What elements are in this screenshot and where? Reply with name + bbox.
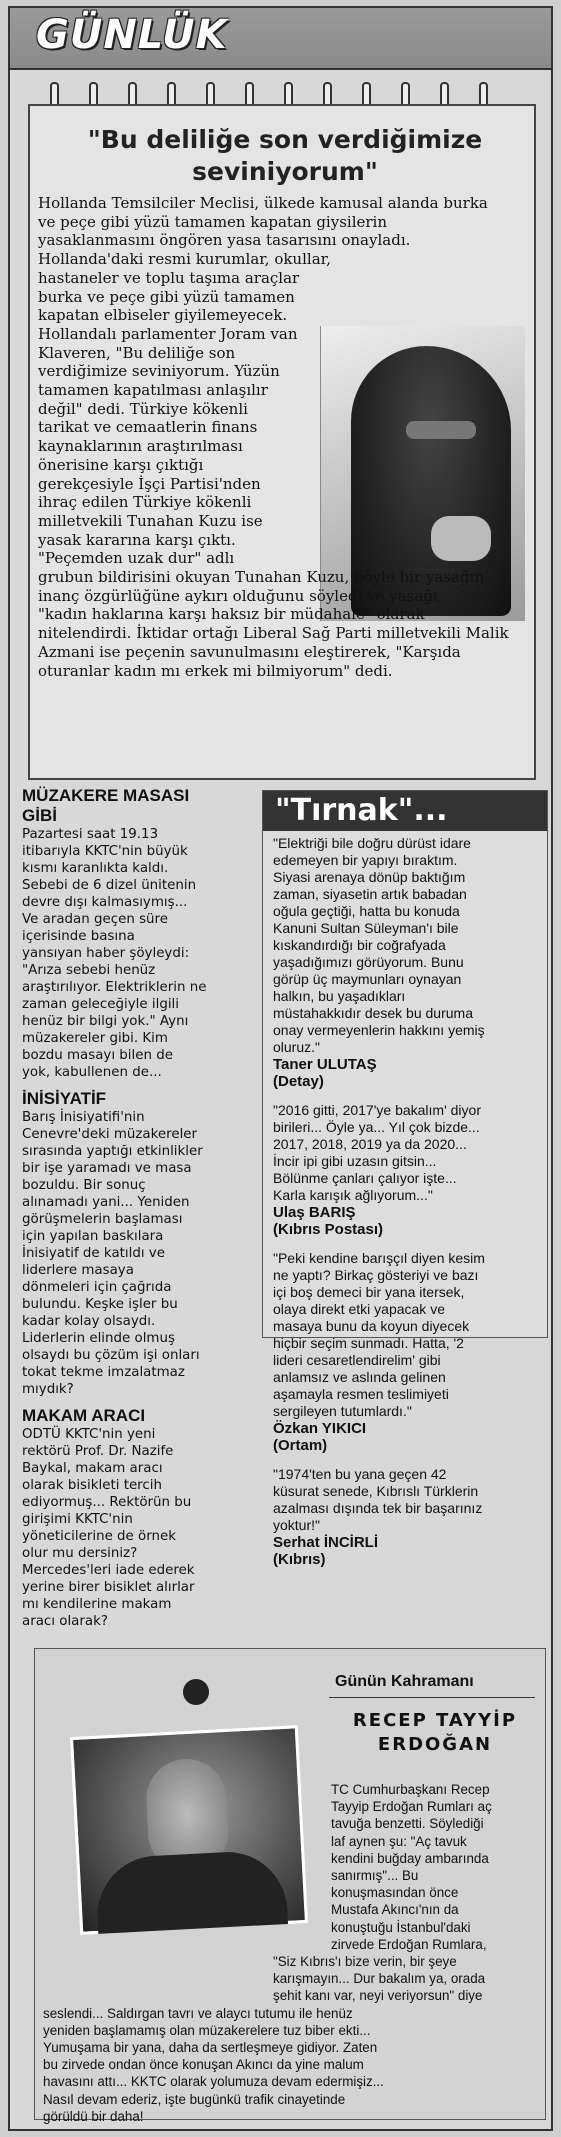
hero-text-line: kendini buğday ambarında bbox=[331, 1850, 489, 1866]
article-line: Hollandalı parlamenter Joram van bbox=[38, 324, 298, 343]
quote-line: Siyasi arenaya dönüp baktığım bbox=[273, 869, 466, 885]
quote-author: Taner ULUTAŞ bbox=[273, 1056, 377, 1073]
side-section-line: içerisinde basına bbox=[22, 929, 135, 944]
hero-text-line: Yumuşama bir yana, daha da sertleşmeye gidiyor. Zaten bbox=[43, 2040, 378, 2056]
quote-line: yaşadığımızı görüyorum. Bunu bbox=[273, 954, 464, 970]
quote-line: sergileyen tutumlardı." bbox=[273, 1403, 412, 1419]
left-column bbox=[22, 786, 252, 1638]
quote-line: ne yaptı? Birkaç gösteriyi ve bazı bbox=[273, 1267, 479, 1283]
side-section-line: Cenevre'deki müzakereler bbox=[22, 1127, 198, 1142]
article-line: kaynaklarının araştırılması bbox=[38, 437, 243, 456]
hero-box bbox=[34, 1648, 546, 2124]
article-line: hastaneler ve toplu taşıma araçlar bbox=[38, 268, 300, 287]
side-section-line: yöneticilerine de örnek bbox=[22, 1529, 176, 1544]
side-section-line: girişimi KKTC'nin bbox=[22, 1512, 133, 1527]
article-line: değil" dedi. Türkiye kökenli bbox=[38, 399, 248, 418]
hero-text-line: seslendi... Saldırgan tavrı ve alaycı tutumu ile henüz bbox=[43, 2005, 353, 2021]
quote-line: oğula geçtiği, hatta bu konuda bbox=[273, 903, 460, 919]
side-section-line: Ve aradan geçen süre bbox=[22, 912, 168, 927]
side-section-line: bozuldu. Bir sonuç bbox=[22, 1178, 146, 1193]
side-section-line: müzakereler gibi. Kim bbox=[22, 1031, 168, 1046]
quote-line: yoktur!" bbox=[273, 1517, 320, 1533]
quote-line: "1974'ten bu yana geçen 42 bbox=[273, 1466, 447, 1482]
quote-line: "Elektriği bile doğru dürüst idare bbox=[273, 835, 471, 851]
side-section-title: MAKAM ARACI bbox=[22, 1406, 146, 1425]
side-section-line: bir işe yaramadı ve masa bbox=[22, 1161, 192, 1176]
quote-block bbox=[273, 1102, 543, 1238]
quote-line: İncir ipi gibi uzasın gitsin... bbox=[273, 1153, 437, 1169]
quote-source: (Ortam) bbox=[273, 1437, 328, 1454]
hero-text-line: karışmayın... Dur bakalım ya, orada bbox=[273, 1971, 486, 1987]
hero-text-line: TC Cumhurbaşkanı Recep bbox=[331, 1782, 490, 1797]
column-header bbox=[10, 8, 551, 70]
side-section-line: yerine birer bisiklet alırlar bbox=[22, 1580, 195, 1595]
quote-source: (Detay) bbox=[273, 1073, 324, 1090]
side-section-line: bozdu masayı bilen de bbox=[22, 1048, 173, 1063]
side-section-line: görüşmelerin başlaması bbox=[22, 1212, 183, 1227]
column-title: GÜNLÜK bbox=[36, 12, 228, 58]
side-section-line: devre dışı kalmasıymış... bbox=[22, 895, 188, 910]
side-section-line: olur mu dersiniz? bbox=[22, 1546, 138, 1561]
quote-block bbox=[273, 1250, 543, 1454]
quote-block bbox=[273, 1466, 543, 1568]
article-line: yasaklanmasını öngören yasa tasarısını onayladı. bbox=[38, 231, 411, 250]
quote-line: "Peki kendine barışçıl diyen kesim bbox=[273, 1250, 485, 1266]
hero-text-line: havasını attı... KKTC olarak yolumuza devam edermişiz... bbox=[43, 2074, 384, 2090]
quote-line: onay vermeyenlerin hakkını yemiş bbox=[273, 1022, 485, 1038]
quote-line: halkın, bu yaşadıkları bbox=[273, 988, 406, 1004]
side-section-title: MÜZAKERE MASASI bbox=[22, 786, 190, 805]
article-line: burka ve peçe gibi yüzü tamamen bbox=[38, 287, 295, 306]
main-article bbox=[28, 104, 536, 780]
article-line: Azmani ise peçenin savunulmasını eleştirerek, "Karşıda bbox=[38, 642, 461, 661]
quote-list bbox=[273, 835, 543, 1580]
article-line: gerekçesiyle İşçi Partisi'nden bbox=[38, 474, 261, 493]
quote-block bbox=[273, 835, 543, 1090]
quote-line: Karla karışık ağlıyorum..." bbox=[273, 1187, 433, 1203]
article-line: verdiğimize seviniyorum. Yüzün bbox=[38, 362, 280, 381]
side-section bbox=[22, 786, 252, 1081]
quote-line: anlamsız ve aslında gelinen bbox=[273, 1369, 446, 1385]
hero-text-line: bu zirvede ondan önce konuşan Akıncı da yine malum bbox=[43, 2057, 364, 2073]
side-section-line: sırasında yaptığı etkinlikler bbox=[22, 1144, 203, 1159]
side-section-line: rektörü Prof. Dr. Nazife bbox=[22, 1444, 174, 1459]
quote-line: "2016 gitti, 2017'ye bakalım' diyor bbox=[273, 1102, 481, 1118]
quote-line: edemeyen bir yapıyı bıraktım. bbox=[273, 852, 458, 868]
article-line: Hollanda Temsilciler Meclisi, ülkede kamusal alanda burka bbox=[38, 194, 488, 212]
tirnak-title: "Tırnak"... bbox=[263, 791, 547, 831]
article-body bbox=[38, 194, 528, 680]
side-section-line: dönmeleri için çağrıda bbox=[22, 1280, 172, 1295]
hero-text-line: Mustafa Akıncı'nın da bbox=[331, 1902, 459, 1918]
quote-line: Bölünme çanları çalıyor işte... bbox=[273, 1170, 457, 1186]
quote-line: Kanuni Sultan Süleyman'ı bile bbox=[273, 920, 459, 936]
tirnak-box bbox=[262, 790, 548, 1568]
column-page bbox=[8, 6, 553, 2131]
article-line: Hollanda'daki resmi kurumlar, okullar, bbox=[38, 250, 331, 269]
quote-line: hiçbir seçim sunmadı. Hatta, '2 bbox=[273, 1335, 464, 1351]
article-line: kapatan elbiseler giyilemeyecek. bbox=[38, 306, 288, 325]
side-section bbox=[22, 1406, 252, 1630]
hero-text bbox=[43, 1781, 543, 2125]
quote-line: müstahakkıdır desek bu duruma bbox=[273, 1005, 473, 1021]
side-section-line: liderlere masaya bbox=[22, 1263, 134, 1278]
side-section-line: zaman geleceğiyle ilgili bbox=[22, 997, 179, 1012]
side-section-line: olarak bisikleti tercih bbox=[22, 1478, 162, 1493]
side-section-line: alınamadı yani... Yeniden bbox=[22, 1195, 190, 1210]
quote-line: masaya bunu da koyun diyecek bbox=[273, 1318, 470, 1334]
quote-line: kıskandırdığı bir coğrafyada bbox=[273, 937, 446, 953]
side-section-line: itibarıyla KKTC'nin büyük bbox=[22, 844, 188, 859]
article-line: oturanlar kadın mı erkek mi bilmiyorum" dedi. bbox=[38, 661, 393, 680]
side-section-line: İnisiyatif de katıldı ve bbox=[22, 1246, 165, 1261]
hero-name bbox=[335, 1709, 535, 1757]
article-line: ihraç edilen Türkiye kökenli bbox=[38, 493, 252, 512]
hero-text-line: konuştuğu İstanbul'daki bbox=[331, 1919, 471, 1935]
quote-author: Özkan YIKICI bbox=[273, 1420, 367, 1437]
quote-line: olaya direkt etki yapacak ve bbox=[273, 1301, 445, 1317]
article-line: yasak kararına karşı çıktı. bbox=[38, 530, 236, 549]
side-section-line: ODTÜ KKTC'nin yeni bbox=[22, 1427, 156, 1442]
pushpin-icon bbox=[183, 1679, 209, 1705]
side-section-line: Baykal, makam aracı bbox=[22, 1461, 163, 1476]
side-section-line: Pazartesi saat 19.13 bbox=[22, 827, 159, 842]
article-line: milletvekili Tunahan Kuzu ise bbox=[38, 511, 263, 530]
side-section-line: Liderlerin elinde olmuş bbox=[22, 1331, 175, 1346]
quote-line: azalması dışında tek bir başarınız bbox=[273, 1500, 483, 1516]
article-line: grubun bildirisini okuyan Tunahan Kuzu, böyle bir yasağın bbox=[38, 568, 484, 587]
quote-author: Ulaş BARIŞ bbox=[273, 1204, 356, 1221]
quote-line: zaman, siyasetin artık babadan bbox=[273, 886, 467, 902]
side-section bbox=[22, 1089, 252, 1398]
hero-text-line: konuşmasından önce bbox=[331, 1885, 459, 1901]
article-line: tarikat ve cemaatlerin finans bbox=[38, 418, 258, 437]
article-line: "Peçemden uzak dur" adlı bbox=[38, 549, 235, 568]
quote-line: içi boş demeci bir yana itersek, bbox=[273, 1284, 465, 1300]
side-section-line: araştırılıyor. Elektriklerin ne bbox=[22, 980, 207, 995]
quote-line: oluruz." bbox=[273, 1039, 320, 1055]
quote-line: birileri... Öyle ya... Yıl çok bizde... bbox=[273, 1119, 480, 1135]
side-section-line: kısmı karanlıkta kaldı. bbox=[22, 861, 169, 876]
quote-line: küsurat senede, Kıbrıslı Türklerin bbox=[273, 1483, 479, 1499]
article-line: inanç özgürlüğüne aykırı olduğunu söyledi ve yasağı, bbox=[38, 586, 443, 605]
quote-line: lideri cesaretlendirelim' gibi bbox=[273, 1352, 441, 1368]
hero-name-line: ERDOĞAN bbox=[377, 1734, 493, 1755]
side-section-line: mı kendilerine makam bbox=[22, 1597, 172, 1612]
side-section-line: yansıyan haber şöyleydi: bbox=[22, 946, 190, 961]
side-section-title: İNİSİYATİF bbox=[22, 1089, 107, 1108]
hero-text-line: "Siz Kıbrıs'ı bize verin, bir şeye bbox=[273, 1954, 457, 1970]
hero-name-line: RECEP TAYYİP bbox=[352, 1710, 518, 1731]
side-section-line: mıydık? bbox=[22, 1382, 74, 1397]
side-section-line: yok, kabullenen de... bbox=[22, 1065, 162, 1080]
side-section-line: Barış İnisiyatifi'nin bbox=[22, 1110, 145, 1125]
side-section-line: aracı olarak? bbox=[22, 1614, 108, 1629]
hero-text-line: Tayyip Erdoğan Rumları aç bbox=[331, 1799, 492, 1815]
side-section-line: "Arıza sebebi henüz bbox=[22, 963, 156, 978]
hero-divider bbox=[329, 1697, 535, 1698]
side-section-line: Mercedes'leri iade ederek bbox=[22, 1563, 195, 1578]
hero-text-line: Nasıl devam ederiz, işte bugünkü trafik cinayetinde bbox=[43, 2091, 346, 2107]
hero-text-line: sanırmış"... Bu bbox=[331, 1868, 419, 1884]
quote-line: aşamayla resmen teslimiyeti bbox=[273, 1386, 449, 1402]
article-line: tamamen kapatılması anlaşılır bbox=[38, 381, 268, 400]
hero-text-line: görüldü bir daha! bbox=[43, 2108, 144, 2124]
side-section-line: Sebebi de 6 dizel ünitenin bbox=[22, 878, 197, 893]
article-line: "kadın haklarına karşı haksız bir müdahale" olarak bbox=[38, 605, 425, 624]
article-line: ve peçe gibi yüzü tamamen kapatan giysilerin bbox=[38, 212, 387, 231]
hero-text-line: laf aynen şu: "Aç tavuk bbox=[331, 1833, 467, 1849]
side-section-line: olsaydı bu çözüm işi onları bbox=[22, 1348, 200, 1363]
side-section-line: tokat tekme imzalatmaz bbox=[22, 1365, 185, 1380]
quote-source: (Kıbrıs Postası) bbox=[273, 1221, 384, 1238]
article-line: önerisine karşı çıktığı bbox=[38, 455, 204, 474]
hero-text-line: zirvede Erdoğan Rumlara, bbox=[331, 1936, 487, 1952]
quote-line: 2017, 2018, 2019 ya da 2020... bbox=[273, 1136, 467, 1152]
side-section-line: ediyormuş... Rektörün bu bbox=[22, 1495, 192, 1510]
article-headline: "Bu deliliğe son verdiğimize seviniyorum" bbox=[87, 125, 483, 186]
side-section-line: henüz bir bilgi yok." Aynı bbox=[22, 1014, 189, 1029]
hero-text-line: tavuğa benzetti. Söylediği bbox=[331, 1816, 484, 1832]
quote-author: Serhat İNCİRLİ bbox=[273, 1534, 379, 1551]
hero-label: Günün Kahramanı bbox=[335, 1673, 474, 1690]
quote-line: görüp üç maymunları oynayan bbox=[273, 971, 462, 987]
side-section-line: kadar kolay olsaydı. bbox=[22, 1314, 156, 1329]
article-line: Klaveren, "Bu deliliğe son bbox=[38, 343, 236, 362]
side-section-line: için yapılan baskılara bbox=[22, 1229, 164, 1244]
side-section-line: bulundu. Keşke işler bu bbox=[22, 1297, 178, 1312]
quote-source: (Kıbrıs) bbox=[273, 1551, 326, 1568]
hero-text-line: şehit kanı var, neyi veriyorsun" diye bbox=[273, 1988, 483, 2004]
article-line: nitelendirdi. İktidar ortağı Liberal Sağ Parti milletvekili Malik bbox=[38, 624, 509, 643]
hero-text-line: yeniden başlamamış olan müzakerelere tuz biber ekti... bbox=[43, 2022, 371, 2038]
side-section-title: GİBİ bbox=[22, 806, 57, 825]
